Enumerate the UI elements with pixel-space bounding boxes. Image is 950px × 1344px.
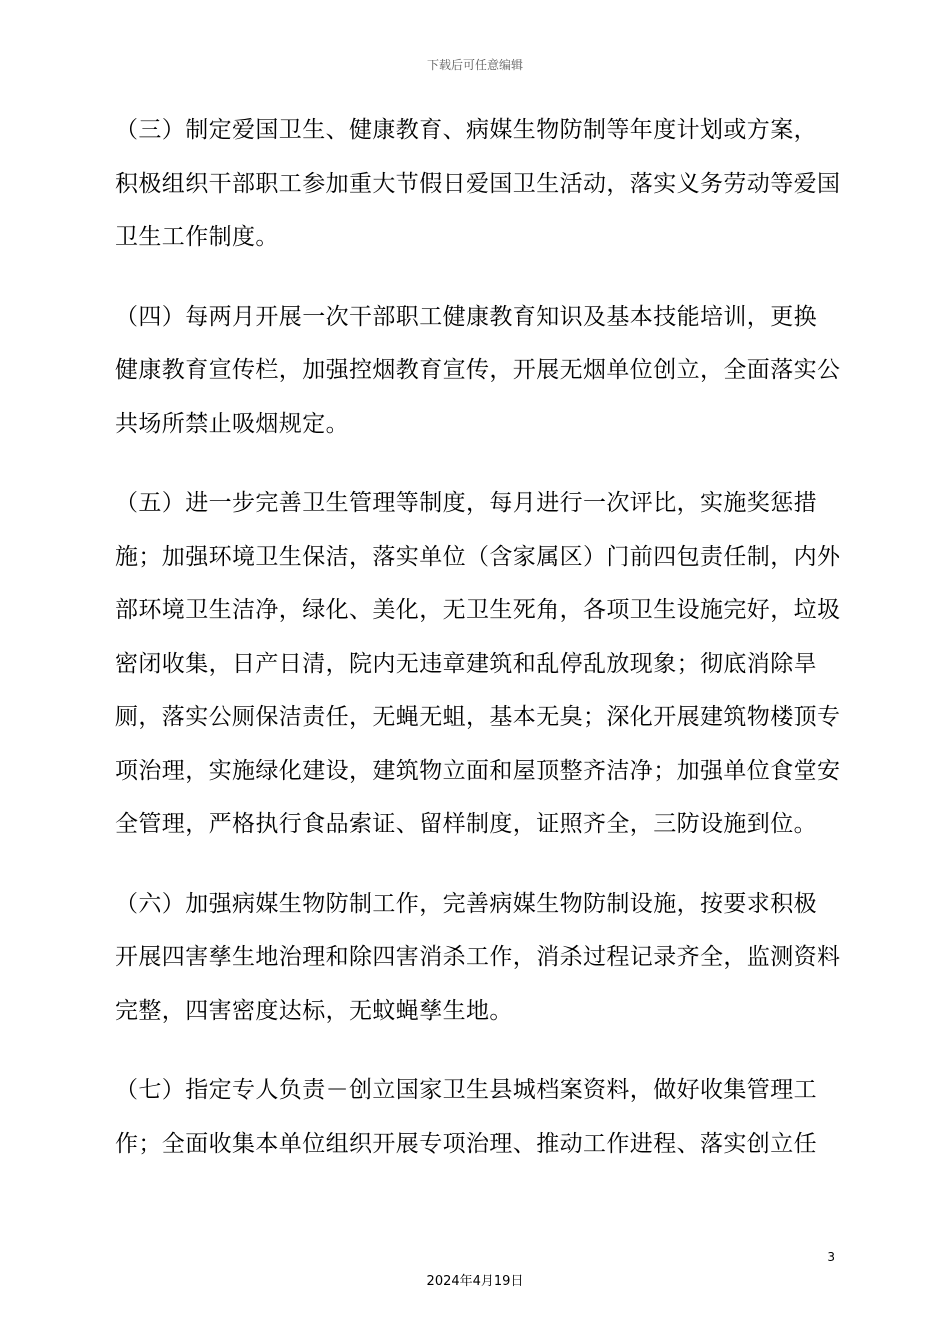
paragraph-line: 健康教育宣传栏，加强控烟教育宣传，开展无烟单位创立，全面落实公: [115, 357, 841, 383]
paragraph-line: （四）每两月开展一次干部职工健康教育知识及基本技能培训，更换: [115, 303, 817, 330]
paragraph-line: （六）加强病媒生物防制工作，完善病媒生物防制设施，按要求积极: [115, 890, 817, 917]
paragraph-line: 密闭收集，日产日清，院内无违章建筑和乱停乱放现象；彻底消除旱: [115, 650, 817, 677]
paragraph-line: 共场所禁止吸烟规定。: [115, 410, 349, 437]
document-body: [115, 104, 841, 1197]
page-footer-date: 2024年4月19日: [426, 1274, 524, 1289]
paragraph-line: 全管理，严格执行食品索证、留样制度，证照齐全，三防设施到位。: [115, 811, 817, 837]
paragraph-3: [115, 104, 841, 265]
page-header-note: 下载后可任意编辑: [426, 58, 523, 72]
page-number: 3: [827, 1250, 835, 1264]
paragraph-line: （五）进一步完善卫生管理等制度，每月进行一次评比，实施奖惩措: [115, 490, 817, 516]
paragraph-line: 施；加强环境卫生保洁，落实单位（含家属区）门前四包责任制，内外: [115, 543, 841, 570]
paragraph-line: （七）指定专人负责－创立国家卫生县城档案资料，做好收集管理工: [115, 1077, 817, 1103]
paragraph-7: [115, 1064, 835, 1171]
paragraph-line: 作；全面收集本单位组织开展专项治理、推动工作进程、落实创立任: [115, 1130, 817, 1157]
paragraph-5: [115, 477, 841, 852]
paragraph-line: 完整，四害密度达标，无蚊蝇孳生地。: [115, 997, 513, 1024]
paragraph-line: 积极组织干部职工参加重大节假日爱国卫生活动，落实义务劳动等爱国: [115, 170, 841, 197]
paragraph-line: （三）制定爱国卫生、健康教育、病媒生物防制等年度计划或方案，: [115, 117, 817, 143]
paragraph-line: 开展四害孳生地治理和除四害消杀工作，消杀过程记录齐全，监测资料: [115, 944, 841, 970]
paragraph-line: 部环境卫生洁净，绿化、美化，无卫生死角，各项卫生设施完好，垃圾: [115, 597, 841, 623]
paragraph-4: [115, 291, 841, 452]
paragraph-6: [115, 878, 841, 1039]
paragraph-line: 卫生工作制度。: [115, 224, 279, 250]
paragraph-line: 项治理，实施绿化建设，建筑物立面和屋顶整齐洁净；加强单位食堂安: [115, 757, 841, 784]
paragraph-line: 厕，落实公厕保洁责任，无蝇无蛆，基本无臭；深化开展建筑物楼顶专: [115, 704, 841, 730]
